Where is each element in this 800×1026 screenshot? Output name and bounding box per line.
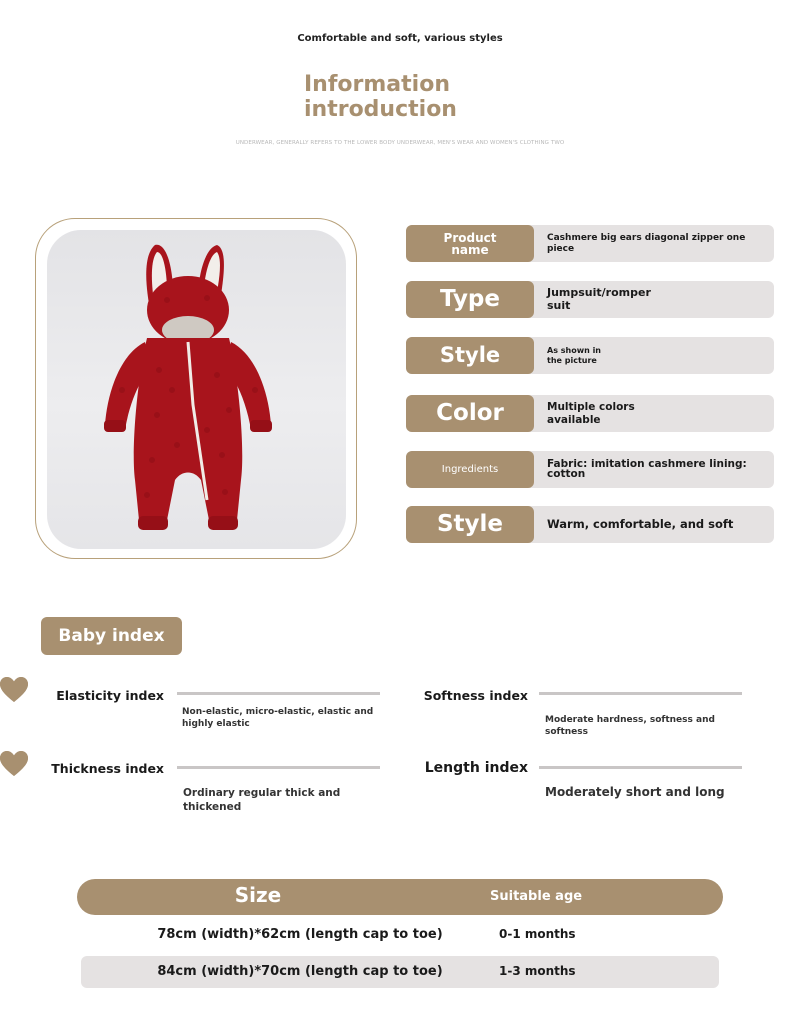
product-photo-frame: [35, 218, 357, 559]
spec-value: Multiple colors available: [547, 401, 635, 426]
spec-value: Cashmere big ears diagonal zipper one piece: [547, 233, 746, 254]
subtitle-caption: UNDERWEAR, GENERALLY REFERS TO THE LOWER BODY UNDERWEAR, MEN'S WEAR AND WOMEN'S CLOTHING TWO: [235, 140, 565, 146]
tagline: Comfortable and soft, various styles: [297, 33, 503, 44]
spec-label: Color: [406, 395, 534, 432]
softness-index-track: [539, 692, 742, 695]
softness-index-description: Moderate hardness, softness and softness: [545, 715, 715, 738]
age-cell: 0-1 months: [499, 927, 576, 941]
spec-row-style: [406, 337, 774, 374]
spec-label: Style: [406, 337, 534, 374]
size-table-header: [77, 879, 723, 915]
spec-row-style-2: [406, 506, 774, 543]
thickness-index-label: Thickness index: [51, 761, 164, 776]
spec-label: Type: [406, 281, 534, 318]
spec-label: Product name: [406, 225, 534, 262]
page-title: [304, 72, 457, 122]
age-column-header: Suitable age: [490, 889, 583, 904]
size-cell: 78cm (width)*62cm (length cap to toe): [157, 927, 443, 942]
softness-heart-icon: [0, 677, 28, 703]
length-index-label: Length index: [424, 760, 528, 776]
spec-row-type: [406, 281, 774, 318]
length-heart-icon: [0, 751, 28, 777]
size-table-row: [81, 919, 719, 951]
age-cell: 1-3 months: [499, 964, 576, 978]
spec-value: As shown in the picture: [547, 346, 601, 365]
size-column-header: Size: [234, 883, 282, 907]
elasticity-index-description: Non-elastic, micro-elastic, elastic and highly elastic: [182, 707, 374, 730]
baby-index-badge: Baby index: [41, 617, 182, 655]
spec-row-product-name: [406, 225, 774, 262]
length-index-track: [539, 766, 742, 769]
spec-label: Style: [406, 506, 534, 543]
elasticity-index-track: [177, 692, 380, 695]
softness-index-label: Softness index: [423, 688, 528, 703]
spec-row-color: [406, 395, 774, 432]
title-line-2: introduction: [304, 97, 457, 122]
elasticity-index-label: Elasticity index: [56, 688, 164, 703]
spec-row-ingredients: [406, 451, 774, 488]
romper-illustration: [47, 230, 346, 549]
thickness-index-description: Ordinary regular thick and thickened: [183, 787, 341, 814]
length-index-description: Moderately short and long: [545, 785, 725, 799]
spec-value: Warm, comfortable, and soft: [547, 516, 734, 531]
thickness-index-track: [177, 766, 380, 769]
product-photo: [47, 230, 346, 549]
spec-value: Fabric: imitation cashmere lining: cotton: [547, 457, 747, 480]
spec-value: Jumpsuit/romper suit: [547, 285, 651, 312]
spec-label: Ingredients: [406, 451, 534, 488]
title-line-1: Information: [304, 72, 450, 97]
size-cell: 84cm (width)*70cm (length cap to toe): [157, 964, 443, 979]
size-table-row: [81, 956, 719, 988]
